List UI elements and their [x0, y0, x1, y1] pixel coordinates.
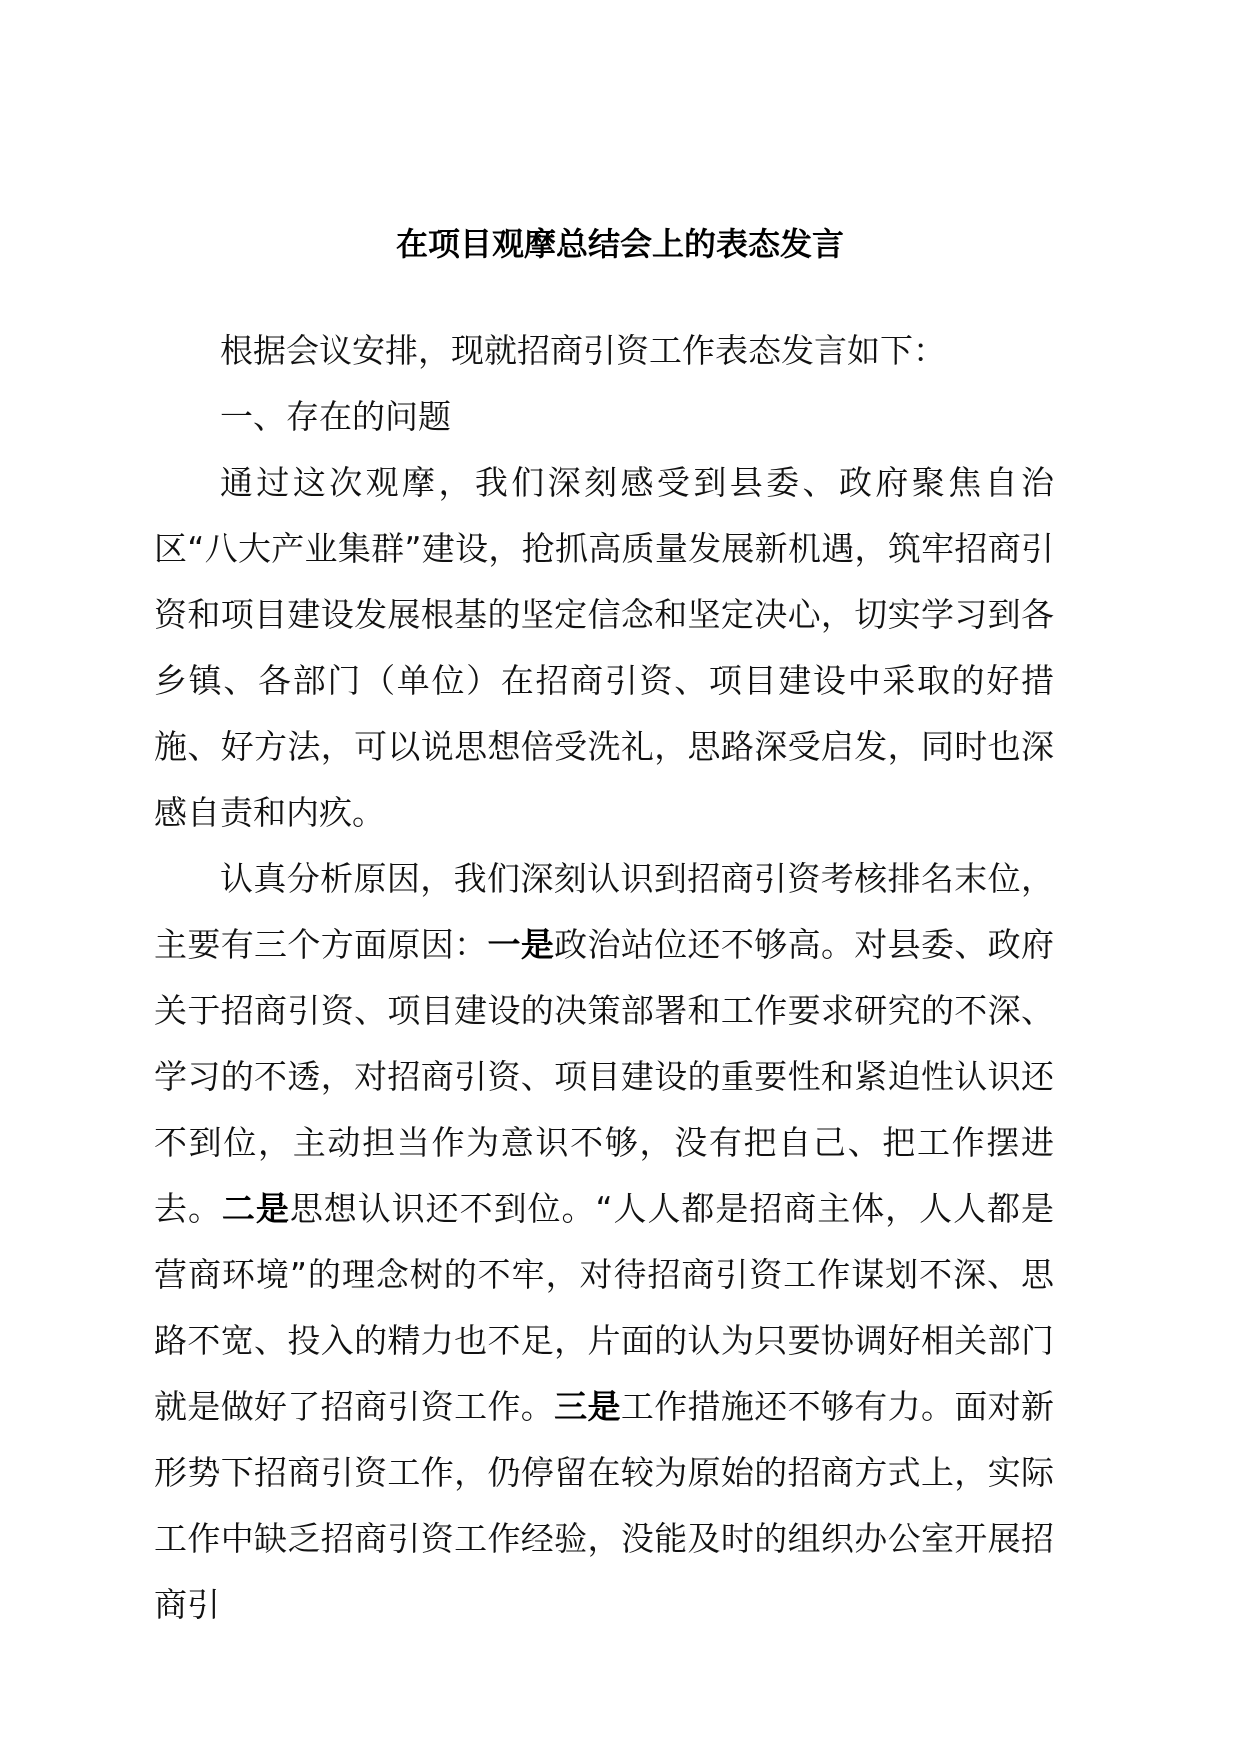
paragraph-observation: 通过这次观摩，我们深刻感受到县委、政府聚焦自治区“八大产业集群”建设，抢抓高质量发展新机遇，筑牢招商引资和项目建设发展根基的坚定信念和坚定决心，切实学习到各乡镇、各部门（单位）在招商引资、项目建设中采取的好措施、好方法，可以说思想倍受洗礼，思路深受启发，同时也深感自责和内疚。	[154, 463, 1054, 832]
causes-lead: 认真分析原因，我们深刻认识到招商引资考核排名末位，主要有三个方面原因：	[154, 859, 1054, 964]
document-title: 在项目观摩总结会上的表态发言	[395, 225, 844, 263]
document-body	[154, 318, 1054, 1638]
cause-3-keyword: 三是	[554, 1387, 621, 1426]
cause-3-text: 工作措施还不够有力。面对新形势下招商引资工作，仍停留在较为原始的招商方式上，实际工作中缺乏招商引资工作经验，没能及时的组织办公室开展招商引	[154, 1387, 1055, 1624]
cause-1-text: 政治站位还不够高。对县委、政府关于招商引资、项目建设的决策部署和工作要求研究的不深、学习的不透，对招商引资、项目建设的重要性和紧迫性认识还不到位，主动担当作为意识不够，没有把自己、把工作摆进去。	[154, 925, 1055, 1228]
section-heading: 一、存在的问题	[220, 397, 451, 436]
cause-2-text: 思想认识还不到位。“人人都是招商主体，人人都是营商环境”的理念树的不牢，对待招商引资工作谋划不深、思路不宽、投入的精力也不足，片面的认为只要协调好相关部门就是做好了招商引资工作。	[154, 1189, 1055, 1426]
cause-1-keyword: 一是	[487, 925, 555, 964]
intro-paragraph: 根据会议安排，现就招商引资工作表态发言如下：	[220, 331, 946, 370]
paragraph-causes	[154, 846, 1054, 1638]
cause-2-keyword: 二是	[221, 1189, 290, 1228]
